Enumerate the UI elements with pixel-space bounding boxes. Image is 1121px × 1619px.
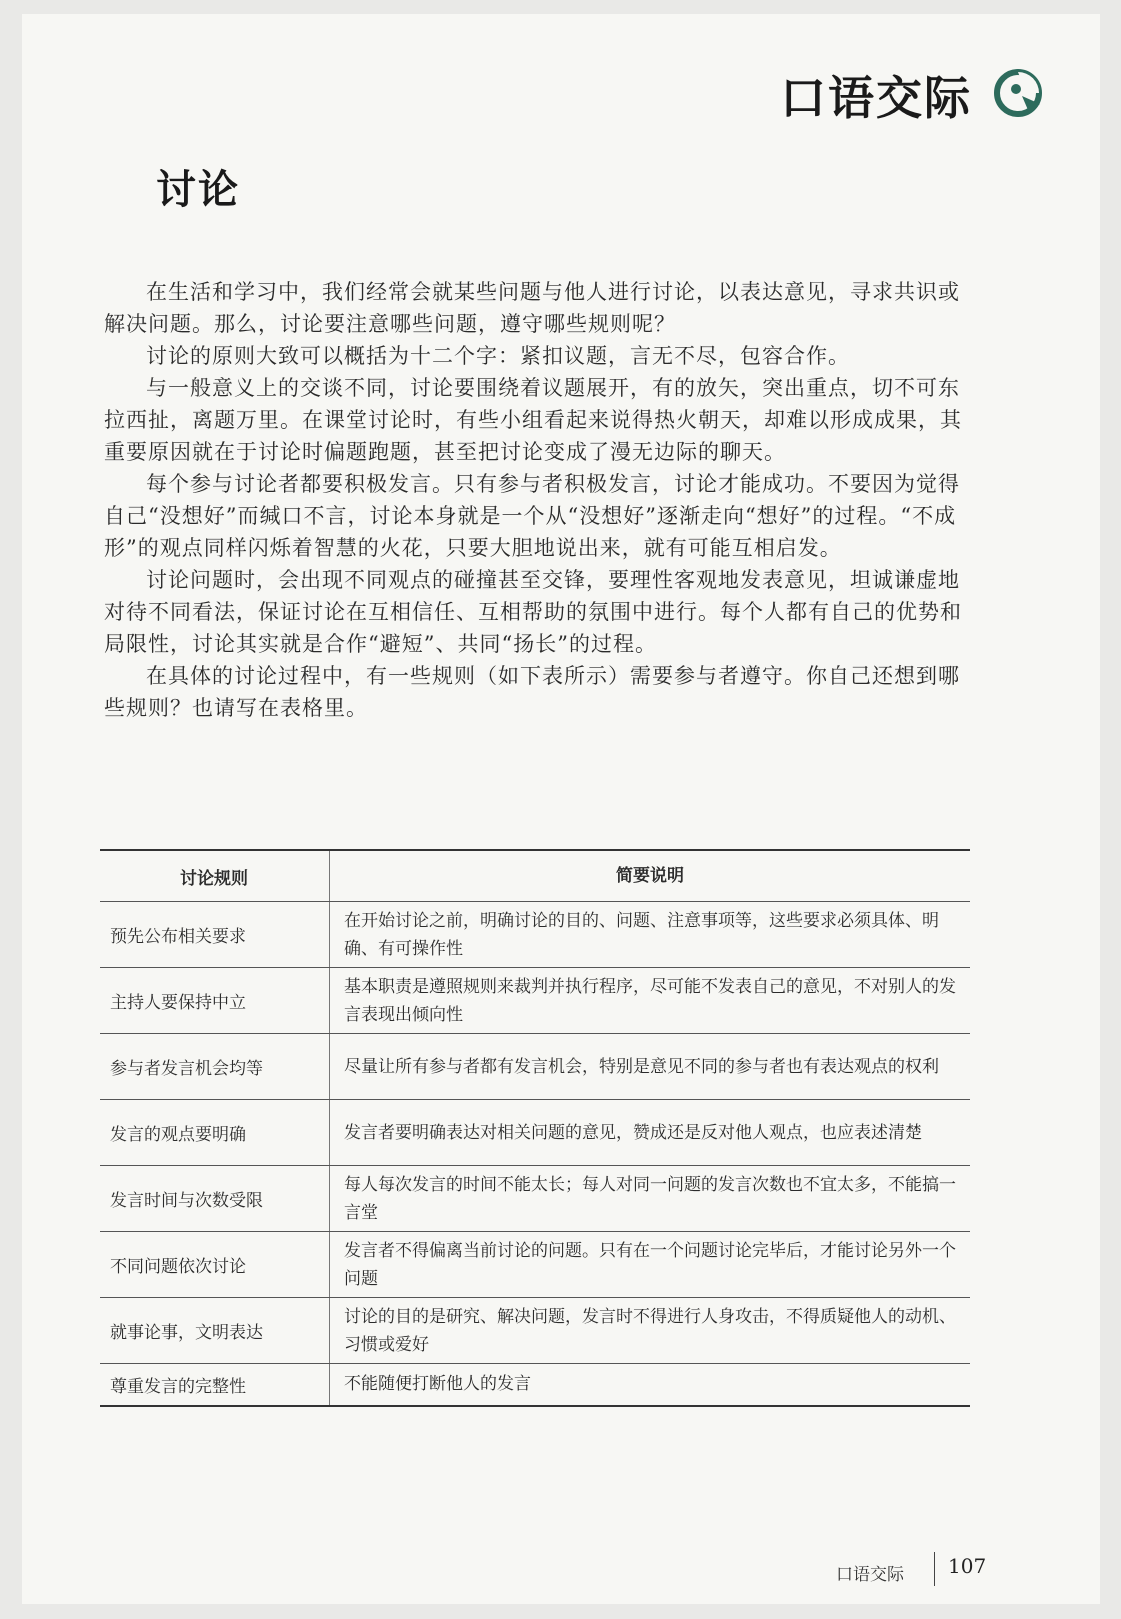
table-row bbox=[100, 1298, 970, 1364]
page-title: 讨论 bbox=[156, 166, 240, 213]
paragraph: 与一般意义上的交谈不同，讨论要围绕着议题展开，有的放矢，突出重点，切不可东拉西扯，离题万里。在课堂讨论时，有些小组看起来说得热火朝天，却难以形成成果，其重要原因就在于讨论时偏题跑题，甚至把讨论变成了漫无边际的聊天。 bbox=[104, 376, 962, 464]
rule-cell: 预先公布相关要求 bbox=[100, 902, 330, 968]
paragraph: 每个参与讨论者都要积极发言。只有参与者积极发言，讨论才能成功。不要因为觉得自己“没想好”而缄口不言，讨论本身就是一个从“没想好”逐渐走向“想好”的过程。“不成形”的观点同样闪烁着智慧的火花，只要大胆地说出来，就有可能互相启发。 bbox=[104, 472, 960, 560]
rule-cell: 尊重发言的完整性 bbox=[100, 1364, 330, 1406]
table-row bbox=[100, 1232, 970, 1298]
table-row bbox=[100, 1100, 970, 1166]
description-cell: 基本职责是遵照规则来裁判并执行程序，尽可能不发表自己的意见，不对别人的发言表现出倾向性 bbox=[330, 968, 971, 1034]
rule-cell: 主持人要保持中立 bbox=[100, 968, 330, 1034]
rule-cell: 参与者发言机会均等 bbox=[100, 1034, 330, 1100]
paragraph: 讨论问题时，会出现不同观点的碰撞甚至交锋，要理性客观地发表意见，坦诚谦虚地对待不同看法，保证讨论在互相信任、互相帮助的氛围中进行。每个人都有自己的优势和局限性，讨论其实就是合作“避短”、共同“扬长”的过程。 bbox=[104, 568, 962, 656]
table-row bbox=[100, 1166, 970, 1232]
speech-bubble-icon bbox=[992, 66, 1046, 120]
rule-cell: 发言的观点要明确 bbox=[100, 1100, 330, 1166]
table-row bbox=[100, 902, 970, 968]
footer-section-label: 口语交际 bbox=[836, 1565, 904, 1585]
rule-cell: 不同问题依次讨论 bbox=[100, 1232, 330, 1298]
section-title: 口语交际 bbox=[780, 71, 972, 125]
header-rule: 讨论规则 bbox=[100, 850, 330, 902]
rules-table bbox=[100, 849, 970, 1407]
description-cell: 每人每次发言的时间不能太长；每人对同一问题的发言次数也不宜太多，不能搞一言堂 bbox=[330, 1166, 971, 1232]
description-cell: 发言者要明确表达对相关问题的意见，赞成还是反对他人观点，也应表述清楚 bbox=[330, 1100, 971, 1166]
description-cell: 发言者不得偏离当前讨论的问题。只有在一个问题讨论完毕后，才能讨论另外一个问题 bbox=[330, 1232, 971, 1298]
paragraph: 讨论的原则大致可以概括为十二个字：紧扣议题，言无不尽，包容合作。 bbox=[146, 344, 850, 368]
description-cell: 在开始讨论之前，明确讨论的目的、问题、注意事项等，这些要求必须具体、明确、有可操作性 bbox=[330, 902, 971, 968]
table-row bbox=[100, 1034, 970, 1100]
paragraph: 在具体的讨论过程中，有一些规则（如下表所示）需要参与者遵守。你自己还想到哪些规则？也请写在表格里。 bbox=[104, 664, 960, 720]
paragraph: 在生活和学习中，我们经常会就某些问题与他人进行讨论，以表达意见，寻求共识或解决问题。那么，讨论要注意哪些问题，遵守哪些规则呢？ bbox=[104, 280, 960, 336]
body-text bbox=[104, 276, 970, 724]
header-description: 简要说明 bbox=[330, 850, 971, 902]
description-cell: 尽量让所有参与者都有发言机会，特别是意见不同的参与者也有表达观点的权利 bbox=[330, 1034, 971, 1100]
rule-cell: 就事论事，文明表达 bbox=[100, 1298, 330, 1364]
footer-divider bbox=[934, 1552, 935, 1586]
table-header-row bbox=[100, 850, 970, 902]
page-number: 107 bbox=[948, 1554, 987, 1578]
rule-cell: 发言时间与次数受限 bbox=[100, 1166, 330, 1232]
description-cell: 讨论的目的是研究、解决问题，发言时不得进行人身攻击，不得质疑他人的动机、习惯或爱好 bbox=[330, 1298, 971, 1364]
description-cell: 不能随便打断他人的发言 bbox=[330, 1364, 971, 1406]
table-row bbox=[100, 1364, 970, 1406]
table-row bbox=[100, 968, 970, 1034]
